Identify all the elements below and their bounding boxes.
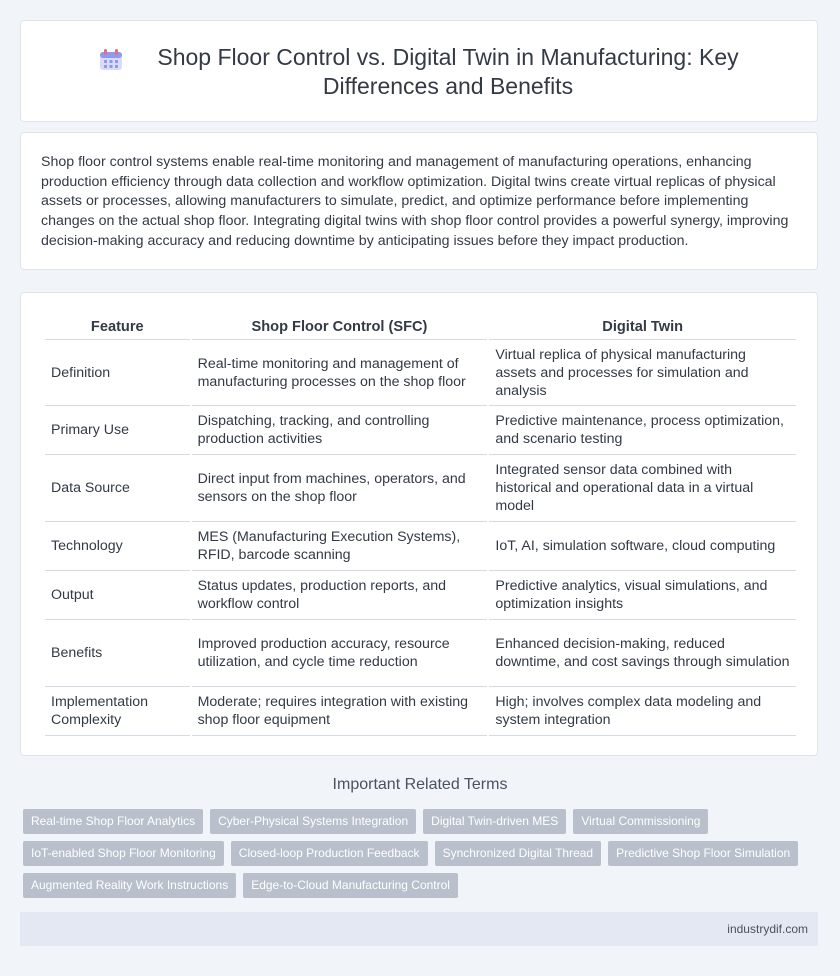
feature-cell: Benefits xyxy=(45,620,190,687)
table-row xyxy=(45,620,796,687)
tag-row xyxy=(23,809,823,834)
sfc-cell: Dispatching, tracking, and controlling production activities xyxy=(192,406,488,455)
table-row xyxy=(45,522,796,571)
related-term-tag[interactable]: Predictive Shop Floor Simulation xyxy=(608,841,798,866)
related-term-tag[interactable]: Augmented Reality Work Instructions xyxy=(23,873,236,898)
tag-row xyxy=(23,841,823,866)
comparison-table xyxy=(43,313,798,736)
feature-cell: Definition xyxy=(45,340,190,406)
header-feature: Feature xyxy=(45,313,190,340)
page-title: Shop Floor Control vs. Digital Twin in Manufacturing: Key Differences and Benefits xyxy=(157,44,739,99)
table-row xyxy=(45,406,796,455)
intro-card xyxy=(20,132,818,270)
sfc-cell: MES (Manufacturing Execution Systems), RFID, barcode scanning xyxy=(192,522,488,571)
sfc-cell: Real-time monitoring and management of manufacturing processes on the shop floor xyxy=(192,340,488,406)
related-term-tag[interactable]: Virtual Commissioning xyxy=(573,809,708,834)
feature-cell: Data Source xyxy=(45,455,190,522)
digital-twin-cell: High; involves complex data modeling and system integration xyxy=(489,687,796,736)
related-term-tag[interactable]: Real-time Shop Floor Analytics xyxy=(23,809,203,834)
related-term-tag[interactable]: IoT-enabled Shop Floor Monitoring xyxy=(23,841,224,866)
comparison-table-card xyxy=(20,292,818,756)
related-term-tag[interactable]: Digital Twin-driven MES xyxy=(423,809,566,834)
footer-bar xyxy=(20,912,818,946)
digital-twin-cell: Integrated sensor data combined with historical and operational data in a virtual model xyxy=(489,455,796,522)
digital-twin-cell: Predictive maintenance, process optimization, and scenario testing xyxy=(489,406,796,455)
title-card xyxy=(20,20,818,122)
table-row xyxy=(45,571,796,620)
sfc-cell: Status updates, production reports, and workflow control xyxy=(192,571,488,620)
digital-twin-cell: Virtual replica of physical manufacturing assets and processes for simulation and analysis xyxy=(489,340,796,406)
tag-row xyxy=(23,873,823,898)
related-term-tag[interactable]: Edge-to-Cloud Manufacturing Control xyxy=(243,873,458,898)
related-terms-heading: Important Related Terms xyxy=(332,776,508,793)
table-row xyxy=(45,455,796,522)
header-sfc: Shop Floor Control (SFC) xyxy=(192,313,488,340)
feature-cell: Technology xyxy=(45,522,190,571)
sfc-cell: Moderate; requires integration with existing shop floor equipment xyxy=(192,687,488,736)
intro-paragraph: Shop floor control systems enable real-time monitoring and management of manufacturing operations, enhancing production efficiency through data collection and workflow optimization. Digital twins create virtual replicas of physical assets or processes, allowing manufacturers to simulate, predict, and optimize performance before implementing changes on the actual shop floor. Integrating digital twins with shop floor control provides a powerful synergy, improving decision-making accuracy and reducing downtime by anticipating issues before they impact production. xyxy=(41,154,789,249)
digital-twin-cell: Enhanced decision-making, reduced downtime, and cost savings through simulation xyxy=(489,620,796,687)
feature-cell: Implementation Complexity xyxy=(45,687,190,736)
feature-cell: Output xyxy=(45,571,190,620)
related-terms-tags xyxy=(23,809,823,905)
related-term-tag[interactable]: Synchronized Digital Thread xyxy=(435,841,602,866)
digital-twin-cell: IoT, AI, simulation software, cloud computing xyxy=(489,522,796,571)
related-term-tag[interactable]: Cyber-Physical Systems Integration xyxy=(210,809,416,834)
related-term-tag[interactable]: Closed-loop Production Feedback xyxy=(231,841,428,866)
sfc-cell: Improved production accuracy, resource utilization, and cycle time reduction xyxy=(192,620,488,687)
table-header-row xyxy=(45,313,796,340)
table-row xyxy=(45,340,796,406)
digital-twin-cell: Predictive analytics, visual simulations, and optimization insights xyxy=(489,571,796,620)
feature-cell: Primary Use xyxy=(45,406,190,455)
footer-site-link[interactable]: industrydif.com xyxy=(727,922,808,936)
header-digital-twin: Digital Twin xyxy=(489,313,796,340)
table-row xyxy=(45,687,796,736)
sfc-cell: Direct input from machines, operators, and sensors on the shop floor xyxy=(192,455,488,522)
